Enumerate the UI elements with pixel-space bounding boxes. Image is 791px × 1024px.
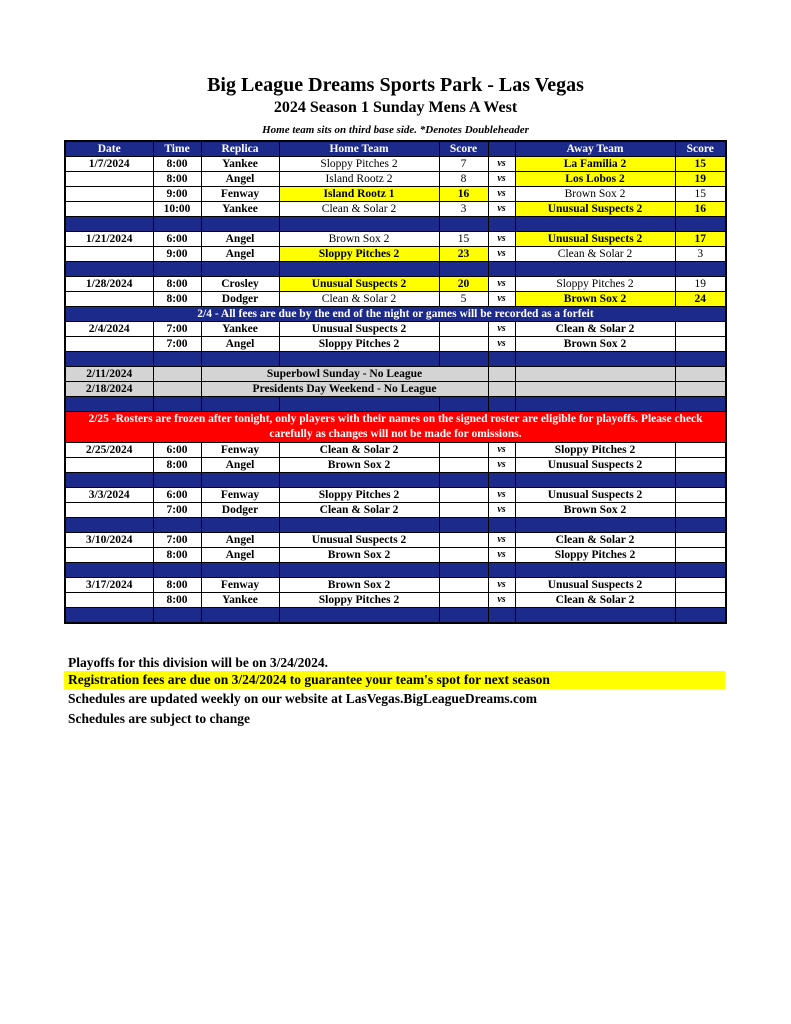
- vs-cell: vs: [488, 548, 515, 563]
- home-score-cell: [439, 578, 488, 593]
- separator-cell: [488, 217, 515, 232]
- separator-cell: [488, 352, 515, 367]
- away-score-cell: [675, 458, 726, 473]
- home-team-cell: Sloppy Pitches 2: [279, 593, 439, 608]
- home-team-cell: Sloppy Pitches 2: [279, 157, 439, 172]
- home-score-cell: [439, 533, 488, 548]
- away-team-cell: Sloppy Pitches 2: [515, 443, 675, 458]
- away-team-cell: [515, 382, 675, 397]
- separator-cell: [439, 397, 488, 412]
- home-score-cell: 8: [439, 172, 488, 187]
- separator-cell: [153, 352, 201, 367]
- away-team-cell: Brown Sox 2: [515, 187, 675, 202]
- date-cell: [65, 202, 153, 217]
- no-league-row: [65, 382, 726, 397]
- separator-cell: [201, 262, 279, 277]
- time-cell: 8:00: [153, 172, 201, 187]
- separator-cell: [488, 518, 515, 533]
- separator-cell: [488, 473, 515, 488]
- away-score-cell: [675, 548, 726, 563]
- vs-cell: vs: [488, 157, 515, 172]
- game-row: [65, 292, 726, 307]
- col-header-time: Time: [153, 141, 201, 157]
- game-row: [65, 172, 726, 187]
- home-score-cell: 3: [439, 202, 488, 217]
- away-team-cell: Sloppy Pitches 2: [515, 277, 675, 292]
- game-row: [65, 232, 726, 247]
- replica-cell: Angel: [201, 172, 279, 187]
- vs-cell: vs: [488, 488, 515, 503]
- home-team-cell: Island Rootz 1: [279, 187, 439, 202]
- separator-row: [65, 352, 726, 367]
- time-cell: 6:00: [153, 488, 201, 503]
- separator-cell: [439, 518, 488, 533]
- vs-cell: vs: [488, 202, 515, 217]
- game-row: [65, 503, 726, 518]
- date-cell: [65, 172, 153, 187]
- away-team-cell: Sloppy Pitches 2: [515, 548, 675, 563]
- notice-row: [65, 307, 726, 322]
- schedule-table: [64, 140, 727, 624]
- separator-cell: [675, 262, 726, 277]
- away-score-cell: [675, 322, 726, 337]
- separator-cell: [65, 397, 153, 412]
- vs-cell: vs: [488, 458, 515, 473]
- separator-cell: [153, 473, 201, 488]
- replica-cell: Dodger: [201, 292, 279, 307]
- replica-cell: Angel: [201, 458, 279, 473]
- replica-cell: Fenway: [201, 488, 279, 503]
- separator-cell: [439, 473, 488, 488]
- separator-cell: [488, 563, 515, 578]
- time-cell: 8:00: [153, 292, 201, 307]
- separator-cell: [675, 518, 726, 533]
- table-header-row: [65, 141, 726, 157]
- separator-cell: [153, 397, 201, 412]
- home-team-cell: Unusual Suspects 2: [279, 533, 439, 548]
- vs-cell: vs: [488, 172, 515, 187]
- home-team-cell: Clean & Solar 2: [279, 503, 439, 518]
- separator-cell: [65, 217, 153, 232]
- date-cell: 1/28/2024: [65, 277, 153, 292]
- time-cell: [153, 382, 201, 397]
- vs-cell: vs: [488, 277, 515, 292]
- away-team-cell: Brown Sox 2: [515, 503, 675, 518]
- game-row: [65, 337, 726, 352]
- time-cell: 7:00: [153, 322, 201, 337]
- vs-cell: [488, 382, 515, 397]
- home-team-cell: Clean & Solar 2: [279, 202, 439, 217]
- replica-cell: Yankee: [201, 202, 279, 217]
- home-score-cell: [439, 488, 488, 503]
- home-score-cell: 23: [439, 247, 488, 262]
- separator-row: [65, 608, 726, 624]
- replica-cell: Fenway: [201, 443, 279, 458]
- separator-cell: [201, 563, 279, 578]
- replica-cell: Angel: [201, 548, 279, 563]
- home-team-cell: Brown Sox 2: [279, 578, 439, 593]
- away-score-cell: 15: [675, 187, 726, 202]
- col-header-vs: [488, 141, 515, 157]
- home-team-cell: Island Rootz 2: [279, 172, 439, 187]
- home-score-cell: 16: [439, 187, 488, 202]
- time-cell: 6:00: [153, 443, 201, 458]
- time-cell: 7:00: [153, 337, 201, 352]
- away-score-cell: [675, 382, 726, 397]
- away-team-cell: Clean & Solar 2: [515, 322, 675, 337]
- separator-cell: [279, 217, 439, 232]
- separator-cell: [65, 608, 153, 624]
- separator-cell: [279, 397, 439, 412]
- away-score-cell: 24: [675, 292, 726, 307]
- home-team-cell: Brown Sox 2: [279, 458, 439, 473]
- separator-cell: [488, 397, 515, 412]
- separator-cell: [515, 473, 675, 488]
- time-cell: 7:00: [153, 503, 201, 518]
- away-score-cell: 16: [675, 202, 726, 217]
- no-league-row: [65, 367, 726, 382]
- vs-cell: vs: [488, 337, 515, 352]
- vs-cell: vs: [488, 533, 515, 548]
- time-cell: 7:00: [153, 533, 201, 548]
- separator-cell: [153, 217, 201, 232]
- separator-cell: [201, 473, 279, 488]
- away-score-cell: 19: [675, 277, 726, 292]
- replica-cell: Angel: [201, 232, 279, 247]
- separator-cell: [279, 608, 439, 624]
- away-team-cell: Unusual Suspects 2: [515, 488, 675, 503]
- date-cell: [65, 458, 153, 473]
- home-score-cell: [439, 458, 488, 473]
- separator-cell: [439, 563, 488, 578]
- home-team-cell: Brown Sox 2: [279, 232, 439, 247]
- col-header-away-team: Away Team: [515, 141, 675, 157]
- separator-cell: [439, 608, 488, 624]
- separator-cell: [153, 563, 201, 578]
- separator-cell: [515, 397, 675, 412]
- away-score-cell: 19: [675, 172, 726, 187]
- date-cell: [65, 548, 153, 563]
- roster-alert-row: [65, 412, 726, 443]
- home-score-cell: [439, 443, 488, 458]
- separator-cell: [65, 352, 153, 367]
- game-row: [65, 488, 726, 503]
- separator-cell: [201, 352, 279, 367]
- separator-cell: [65, 473, 153, 488]
- separator-cell: [201, 397, 279, 412]
- page-subtitle: 2024 Season 1 Sunday Mens A West: [273, 99, 518, 116]
- date-cell: [65, 337, 153, 352]
- date-cell: [65, 247, 153, 262]
- date-cell: [65, 593, 153, 608]
- game-row: [65, 247, 726, 262]
- vs-cell: vs: [488, 187, 515, 202]
- separator-cell: [515, 352, 675, 367]
- home-team-cell: Unusual Suspects 2: [279, 322, 439, 337]
- separator-cell: [675, 352, 726, 367]
- date-cell: 3/17/2024: [65, 578, 153, 593]
- time-cell: 8:00: [153, 157, 201, 172]
- time-cell: 9:00: [153, 187, 201, 202]
- time-cell: 8:00: [153, 578, 201, 593]
- separator-cell: [201, 217, 279, 232]
- separator-cell: [439, 352, 488, 367]
- time-cell: 8:00: [153, 548, 201, 563]
- away-team-cell: Unusual Suspects 2: [515, 458, 675, 473]
- game-row: [65, 277, 726, 292]
- time-cell: 9:00: [153, 247, 201, 262]
- date-cell: 1/21/2024: [65, 232, 153, 247]
- separator-cell: [515, 217, 675, 232]
- website-note: Schedules are updated weekly on our website at LasVegas.BigLeagueDreams.com: [68, 691, 538, 706]
- game-row: [65, 578, 726, 593]
- replica-cell: Fenway: [201, 187, 279, 202]
- no-league-text: Superbowl Sunday - No League: [201, 367, 488, 382]
- separator-row: [65, 262, 726, 277]
- away-score-cell: [675, 533, 726, 548]
- vs-cell: vs: [488, 578, 515, 593]
- col-header-home-score: Score: [439, 141, 488, 157]
- time-cell: 8:00: [153, 593, 201, 608]
- schedule-note: Home team sits on third base side. *Denotes Doubleheader: [262, 124, 529, 136]
- col-header-replica: Replica: [201, 141, 279, 157]
- away-score-cell: [675, 503, 726, 518]
- separator-cell: [65, 518, 153, 533]
- separator-row: [65, 217, 726, 232]
- date-cell: [65, 292, 153, 307]
- vs-cell: vs: [488, 232, 515, 247]
- game-row: [65, 187, 726, 202]
- time-cell: [153, 367, 201, 382]
- away-team-cell: Clean & Solar 2: [515, 533, 675, 548]
- game-row: [65, 533, 726, 548]
- replica-cell: Angel: [201, 247, 279, 262]
- roster-alert-text: 2/25 -Rosters are frozen after tonight, only players with their names on the signed roster are eligible for playoffs. Please check carefully as changes will not be made for omissions.: [65, 412, 726, 443]
- away-score-cell: [675, 593, 726, 608]
- home-score-cell: [439, 337, 488, 352]
- game-row: [65, 458, 726, 473]
- replica-cell: Angel: [201, 337, 279, 352]
- away-score-cell: [675, 488, 726, 503]
- vs-cell: vs: [488, 593, 515, 608]
- time-cell: 8:00: [153, 277, 201, 292]
- away-score-cell: [675, 443, 726, 458]
- game-row: [65, 202, 726, 217]
- home-score-cell: [439, 503, 488, 518]
- replica-cell: Yankee: [201, 322, 279, 337]
- home-score-cell: [439, 593, 488, 608]
- separator-cell: [153, 518, 201, 533]
- separator-cell: [515, 262, 675, 277]
- notice-text: 2/4 - All fees are due by the end of the night or games will be recorded as a forfeit: [65, 307, 726, 322]
- away-score-cell: 15: [675, 157, 726, 172]
- replica-cell: Crosley: [201, 277, 279, 292]
- col-header-away-score: Score: [675, 141, 726, 157]
- separator-row: [65, 518, 726, 533]
- vs-cell: vs: [488, 322, 515, 337]
- separator-cell: [201, 608, 279, 624]
- separator-cell: [515, 563, 675, 578]
- home-team-cell: Sloppy Pitches 2: [279, 488, 439, 503]
- separator-cell: [65, 262, 153, 277]
- away-team-cell: La Familia 2: [515, 157, 675, 172]
- vs-cell: vs: [488, 292, 515, 307]
- away-team-cell: Unusual Suspects 2: [515, 232, 675, 247]
- date-cell: 1/7/2024: [65, 157, 153, 172]
- time-cell: 6:00: [153, 232, 201, 247]
- away-score-cell: [675, 367, 726, 382]
- date-cell: 2/4/2024: [65, 322, 153, 337]
- playoffs-note: Playoffs for this division will be on 3/24/2024.: [68, 655, 329, 670]
- home-score-cell: 15: [439, 232, 488, 247]
- separator-cell: [675, 608, 726, 624]
- time-cell: 8:00: [153, 458, 201, 473]
- away-score-cell: 17: [675, 232, 726, 247]
- game-row: [65, 548, 726, 563]
- col-header-home-team: Home Team: [279, 141, 439, 157]
- separator-cell: [488, 608, 515, 624]
- separator-cell: [515, 608, 675, 624]
- separator-cell: [439, 217, 488, 232]
- home-score-cell: 5: [439, 292, 488, 307]
- vs-cell: [488, 367, 515, 382]
- separator-cell: [279, 518, 439, 533]
- replica-cell: Fenway: [201, 578, 279, 593]
- home-score-cell: [439, 548, 488, 563]
- replica-cell: Yankee: [201, 593, 279, 608]
- away-score-cell: [675, 578, 726, 593]
- home-score-cell: 7: [439, 157, 488, 172]
- separator-cell: [675, 217, 726, 232]
- away-team-cell: [515, 367, 675, 382]
- separator-cell: [153, 608, 201, 624]
- separator-cell: [675, 397, 726, 412]
- date-cell: [65, 187, 153, 202]
- page-title: Big League Dreams Sports Park - Las Vegas: [207, 74, 584, 96]
- separator-cell: [201, 518, 279, 533]
- away-team-cell: Clean & Solar 2: [515, 247, 675, 262]
- away-team-cell: Brown Sox 2: [515, 292, 675, 307]
- vs-cell: vs: [488, 247, 515, 262]
- home-team-cell: Sloppy Pitches 2: [279, 337, 439, 352]
- separator-row: [65, 397, 726, 412]
- date-cell: 2/11/2024: [65, 367, 153, 382]
- separator-cell: [153, 262, 201, 277]
- change-note: Schedules are subject to change: [68, 711, 250, 726]
- away-team-cell: Los Lobos 2: [515, 172, 675, 187]
- registration-note: Registration fees are due on 3/24/2024 to guarantee your team's spot for next season: [64, 671, 725, 689]
- replica-cell: Yankee: [201, 157, 279, 172]
- date-cell: 3/10/2024: [65, 533, 153, 548]
- separator-cell: [515, 518, 675, 533]
- col-header-date: Date: [65, 141, 153, 157]
- home-score-cell: [439, 322, 488, 337]
- vs-cell: vs: [488, 503, 515, 518]
- separator-cell: [675, 563, 726, 578]
- schedule-body: [65, 157, 726, 624]
- separator-cell: [675, 473, 726, 488]
- home-team-cell: Clean & Solar 2: [279, 292, 439, 307]
- replica-cell: Dodger: [201, 503, 279, 518]
- separator-cell: [65, 563, 153, 578]
- game-row: [65, 593, 726, 608]
- home-team-cell: Unusual Suspects 2: [279, 277, 439, 292]
- replica-cell: Angel: [201, 533, 279, 548]
- away-team-cell: Unusual Suspects 2: [515, 578, 675, 593]
- game-row: [65, 322, 726, 337]
- separator-cell: [279, 262, 439, 277]
- away-score-cell: 3: [675, 247, 726, 262]
- separator-cell: [439, 262, 488, 277]
- separator-cell: [279, 352, 439, 367]
- game-row: [65, 443, 726, 458]
- home-team-cell: Clean & Solar 2: [279, 443, 439, 458]
- home-team-cell: Brown Sox 2: [279, 548, 439, 563]
- no-league-text: Presidents Day Weekend - No League: [201, 382, 488, 397]
- separator-row: [65, 473, 726, 488]
- away-team-cell: Unusual Suspects 2: [515, 202, 675, 217]
- home-team-cell: Sloppy Pitches 2: [279, 247, 439, 262]
- away-team-cell: Clean & Solar 2: [515, 593, 675, 608]
- separator-row: [65, 563, 726, 578]
- date-cell: [65, 503, 153, 518]
- game-row: [65, 157, 726, 172]
- separator-cell: [279, 563, 439, 578]
- date-cell: 2/18/2024: [65, 382, 153, 397]
- date-cell: 2/25/2024: [65, 443, 153, 458]
- date-cell: 3/3/2024: [65, 488, 153, 503]
- away-team-cell: Brown Sox 2: [515, 337, 675, 352]
- separator-cell: [279, 473, 439, 488]
- home-score-cell: 20: [439, 277, 488, 292]
- away-score-cell: [675, 337, 726, 352]
- time-cell: 10:00: [153, 202, 201, 217]
- vs-cell: vs: [488, 443, 515, 458]
- separator-cell: [488, 262, 515, 277]
